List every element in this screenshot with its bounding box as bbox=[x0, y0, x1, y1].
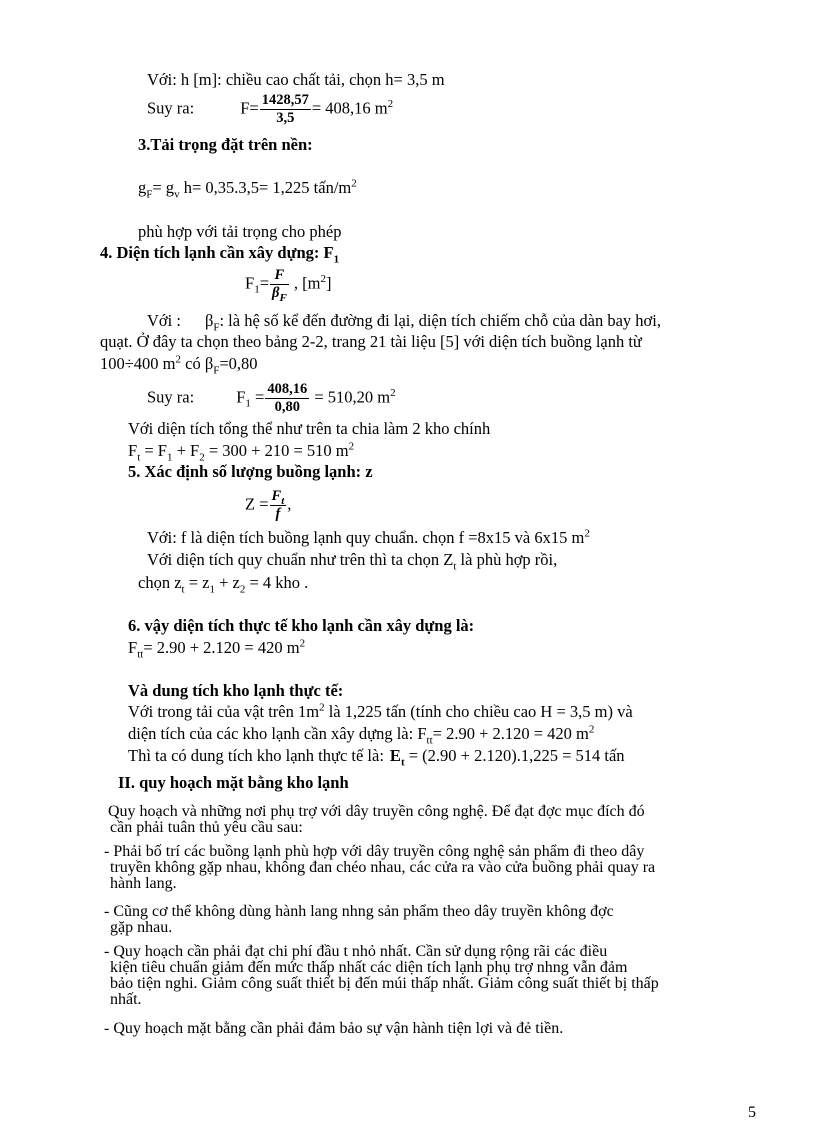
f1-eq: = bbox=[259, 273, 269, 293]
ft-symbol: F bbox=[128, 441, 138, 460]
heading-4-text: 4. Diện tích lạnh cần xây dựng: F bbox=[100, 243, 334, 262]
fraction-denominator: 3,5 bbox=[276, 110, 295, 126]
ftt-sup: 2 bbox=[299, 637, 306, 650]
capacity-text2: diện tích của các kho lạnh cần xây dựng là: F bbox=[128, 724, 427, 743]
ft-sub: t bbox=[137, 451, 141, 464]
z-formula bbox=[245, 488, 291, 523]
f2-sub: 2 bbox=[199, 451, 205, 464]
p4-line1: - Quy hoạch cần phải đạt chi phí đầu t nhỏ nhất. Cần sử dụng rộng rãi các điều bbox=[104, 943, 608, 960]
z-num-sub: t bbox=[281, 494, 285, 507]
f1-unit-sup: 2 bbox=[320, 272, 326, 285]
et-value: = (2.90 + 2.120).1,225 = 514 tấn bbox=[404, 746, 625, 765]
z-plus: + z bbox=[214, 573, 240, 592]
z2-sub: 2 bbox=[239, 583, 246, 596]
suy-ra-label-2: Suy ra: bbox=[147, 387, 195, 407]
capacity-sup1: 2 bbox=[319, 701, 325, 714]
beta-sub: F bbox=[279, 291, 287, 304]
ft-plus: + F bbox=[172, 441, 200, 460]
capacity-text2b: = 2.90 + 2.120 = 420 m bbox=[432, 724, 589, 743]
zt-choose: chọn z bbox=[138, 573, 182, 592]
heading-4 bbox=[100, 243, 340, 266]
range-text: 100÷400 m bbox=[100, 354, 176, 373]
beta-co: có β bbox=[181, 354, 214, 373]
f1-sub-2: 1 bbox=[245, 397, 251, 410]
p4-line2: kiện tiêu chuẩn giảm đến mức thấp nhất các diện tích lạnh phụ trợ nhng vẫn đảm bbox=[110, 959, 628, 976]
area-result-line bbox=[147, 92, 393, 127]
f1-result-value: = 510,20 m bbox=[310, 387, 391, 407]
z-numerator bbox=[270, 488, 287, 506]
paragraph-5 bbox=[104, 1021, 563, 1037]
f1-sub: 1 bbox=[254, 283, 260, 296]
ftt-symbol: F bbox=[128, 638, 138, 657]
range-sup: 2 bbox=[175, 353, 182, 366]
fraction-numerator: 1428,57 bbox=[261, 92, 309, 108]
f1-sub-3: 1 bbox=[166, 451, 173, 464]
paragraph-3 bbox=[104, 904, 614, 936]
beta-def-line1 bbox=[147, 311, 661, 334]
p2-line2: truyền không gặp nhau, không đan chéo nhau, các cửa ra vào cửa buồng phải quay ra bbox=[110, 859, 656, 876]
split-note: Với diện tích tổng thể như trên ta chia làm 2 kho chính bbox=[128, 419, 491, 438]
p2-line3: hành lang. bbox=[110, 875, 177, 892]
capacity-line2 bbox=[128, 723, 595, 747]
f1-symbol-2: F bbox=[236, 387, 246, 407]
f1-unit: , [m bbox=[289, 273, 321, 293]
capacity-sup2: 2 bbox=[588, 723, 595, 736]
heading-6: 6. vậy diện tích thực tế kho lạnh cần xây dựng là: bbox=[128, 616, 475, 635]
heading-3: 3.Tải trọng đặt trên nền: bbox=[138, 135, 313, 154]
z-value: = 4 kho . bbox=[245, 573, 309, 592]
f1-eq-2: = bbox=[250, 387, 265, 407]
chat-tai-line: Với: h [m]: chiều cao chất tải, chọn h= 3,5 m bbox=[147, 70, 445, 89]
suy-ra-label: Suy ra: bbox=[147, 98, 195, 118]
beta-sub-3: F bbox=[213, 364, 220, 377]
f1-result-line bbox=[147, 381, 396, 416]
paragraph-4 bbox=[104, 944, 659, 1008]
page-number: 5 bbox=[748, 1104, 756, 1121]
beta-def-line2: quạt. Ở đây ta chọn theo bảng 2-2, trang 21 tài liệu [5] với diện tích buồng lạnh từ bbox=[100, 332, 642, 351]
z1-sub: 1 bbox=[209, 583, 215, 596]
f1-symbol: F bbox=[245, 273, 255, 293]
f1-unit-end: ] bbox=[326, 273, 332, 293]
f1-result-numerator: 408,16 bbox=[267, 381, 308, 397]
heading-7: Và dung tích kho lạnh thực tế: bbox=[128, 681, 344, 700]
beta-symbol-2: β bbox=[204, 311, 214, 330]
f-symbol: F= bbox=[240, 98, 259, 118]
area-value: = 408,16 m bbox=[311, 98, 388, 118]
z-comma: , bbox=[287, 494, 292, 514]
et-sub: t bbox=[400, 756, 405, 769]
p1-line2: cần phải tuân thủ yêu cầu sau: bbox=[110, 819, 303, 836]
zt-choice-line bbox=[147, 550, 558, 573]
load-value: h= 0,35.3,5= 1,225 tấn/m bbox=[179, 178, 352, 197]
capacity-sub2: tt bbox=[426, 734, 433, 747]
p1-line1: Quy hoạch và những nơi phụ trợ với dây truyền công nghệ. Để đạt đợc mục đích đó bbox=[108, 803, 645, 820]
p2-line1: - Phải bố trí các buồng lạnh phù hợp với dây truyền công nghệ sản phẩm đi theo dây bbox=[104, 843, 645, 860]
f1-result-fraction bbox=[265, 381, 309, 416]
p4-line3: bảo tiện nghi. Giảm công suất thiết bị đến múi thấp nhất. Giảm công suất thiết bị thấp bbox=[110, 975, 659, 992]
beta-value: =0,80 bbox=[219, 354, 258, 373]
g-sub-v: v bbox=[174, 188, 180, 201]
beta-def-line3 bbox=[100, 353, 258, 377]
p3-line2: gặp nhau. bbox=[110, 919, 173, 936]
p3-line1: - Cũng cơ thể không dùng hành lang nhng sản phẩm theo dây truyền không đợc bbox=[104, 903, 614, 920]
beta-sub-2: F bbox=[213, 321, 220, 334]
zt-sub: t bbox=[453, 560, 457, 573]
f1-result-sup: 2 bbox=[390, 386, 396, 399]
standard-area-sup: 2 bbox=[584, 527, 590, 540]
load-formula bbox=[138, 177, 357, 201]
beta-symbol: β bbox=[272, 285, 280, 301]
f1-result-denominator: 0,80 bbox=[274, 399, 300, 415]
z-num-f: F bbox=[271, 488, 282, 504]
ft-sup: 2 bbox=[348, 440, 355, 453]
ftt-sub: tt bbox=[137, 648, 144, 661]
et-symbol: E bbox=[389, 746, 401, 765]
capacity-text1: Với trong tải của vật trên 1m bbox=[128, 702, 320, 721]
beta-def-text: : là hệ số kể đến đường đi lại, diện tích chiếm chỗ của dàn bay hơi, bbox=[219, 311, 661, 330]
heading-ii: II. quy hoạch mặt bằng kho lạnh bbox=[118, 773, 349, 792]
p5-line1: - Quy hoạch mặt bằng cần phải đảm bảo sự vận hành tiện lợi và đẻ tiền. bbox=[104, 1020, 564, 1037]
capacity-text3: Thì ta có dung tích kho lạnh thực tế là: bbox=[128, 746, 384, 765]
voi-label: Với : bbox=[147, 311, 181, 330]
f1-numerator: F bbox=[270, 267, 289, 285]
ftt-value: = 2.90 + 2.120 = 420 m bbox=[143, 638, 300, 657]
fit-note: phù hợp với tải trọng cho phép bbox=[138, 222, 342, 241]
zt-end: là phù hợp rồi, bbox=[456, 550, 558, 569]
z-denominator: f bbox=[275, 506, 281, 522]
g-sub-f: F bbox=[146, 188, 153, 201]
ftt-formula bbox=[128, 637, 306, 661]
z-fraction bbox=[270, 488, 287, 523]
f1-denominator bbox=[270, 285, 289, 302]
eq1: = g bbox=[152, 178, 175, 197]
f1-fraction bbox=[270, 267, 289, 302]
z-total-line bbox=[138, 573, 309, 596]
g-symbol: g bbox=[138, 178, 147, 197]
paragraph-1 bbox=[108, 804, 645, 836]
heading-4-sub: 1 bbox=[333, 253, 340, 266]
paragraph-2 bbox=[104, 844, 655, 892]
total-area-formula bbox=[128, 440, 355, 464]
ft-value: = 300 + 210 = 510 m bbox=[204, 441, 349, 460]
standard-area-text: Với: f là diện tích buồng lạnh quy chuẩn. chọn f =8x15 và 6x15 m bbox=[147, 528, 585, 547]
zt-text: Với diện tích quy chuẩn như trên thì ta chọn Z bbox=[147, 550, 454, 569]
heading-5: 5. Xác định số lượng buồng lạnh: z bbox=[128, 462, 373, 481]
load-unit-sup: 2 bbox=[351, 177, 357, 190]
zt-sub-2: t bbox=[181, 583, 185, 596]
z-symbol: Z = bbox=[245, 494, 269, 514]
ft-eq: = F bbox=[140, 441, 167, 460]
f1-formula bbox=[245, 267, 332, 302]
standard-area-line bbox=[147, 528, 590, 548]
capacity-text1b: là 1,225 tấn (tính cho chiều cao H = 3,5 m) và bbox=[324, 702, 633, 721]
z-eq: = z bbox=[184, 573, 210, 592]
p4-line4: nhất. bbox=[110, 991, 142, 1008]
capacity-line3 bbox=[128, 746, 625, 769]
capacity-line1 bbox=[128, 702, 633, 722]
area-unit-sup: 2 bbox=[387, 97, 394, 110]
area-fraction bbox=[260, 92, 311, 127]
